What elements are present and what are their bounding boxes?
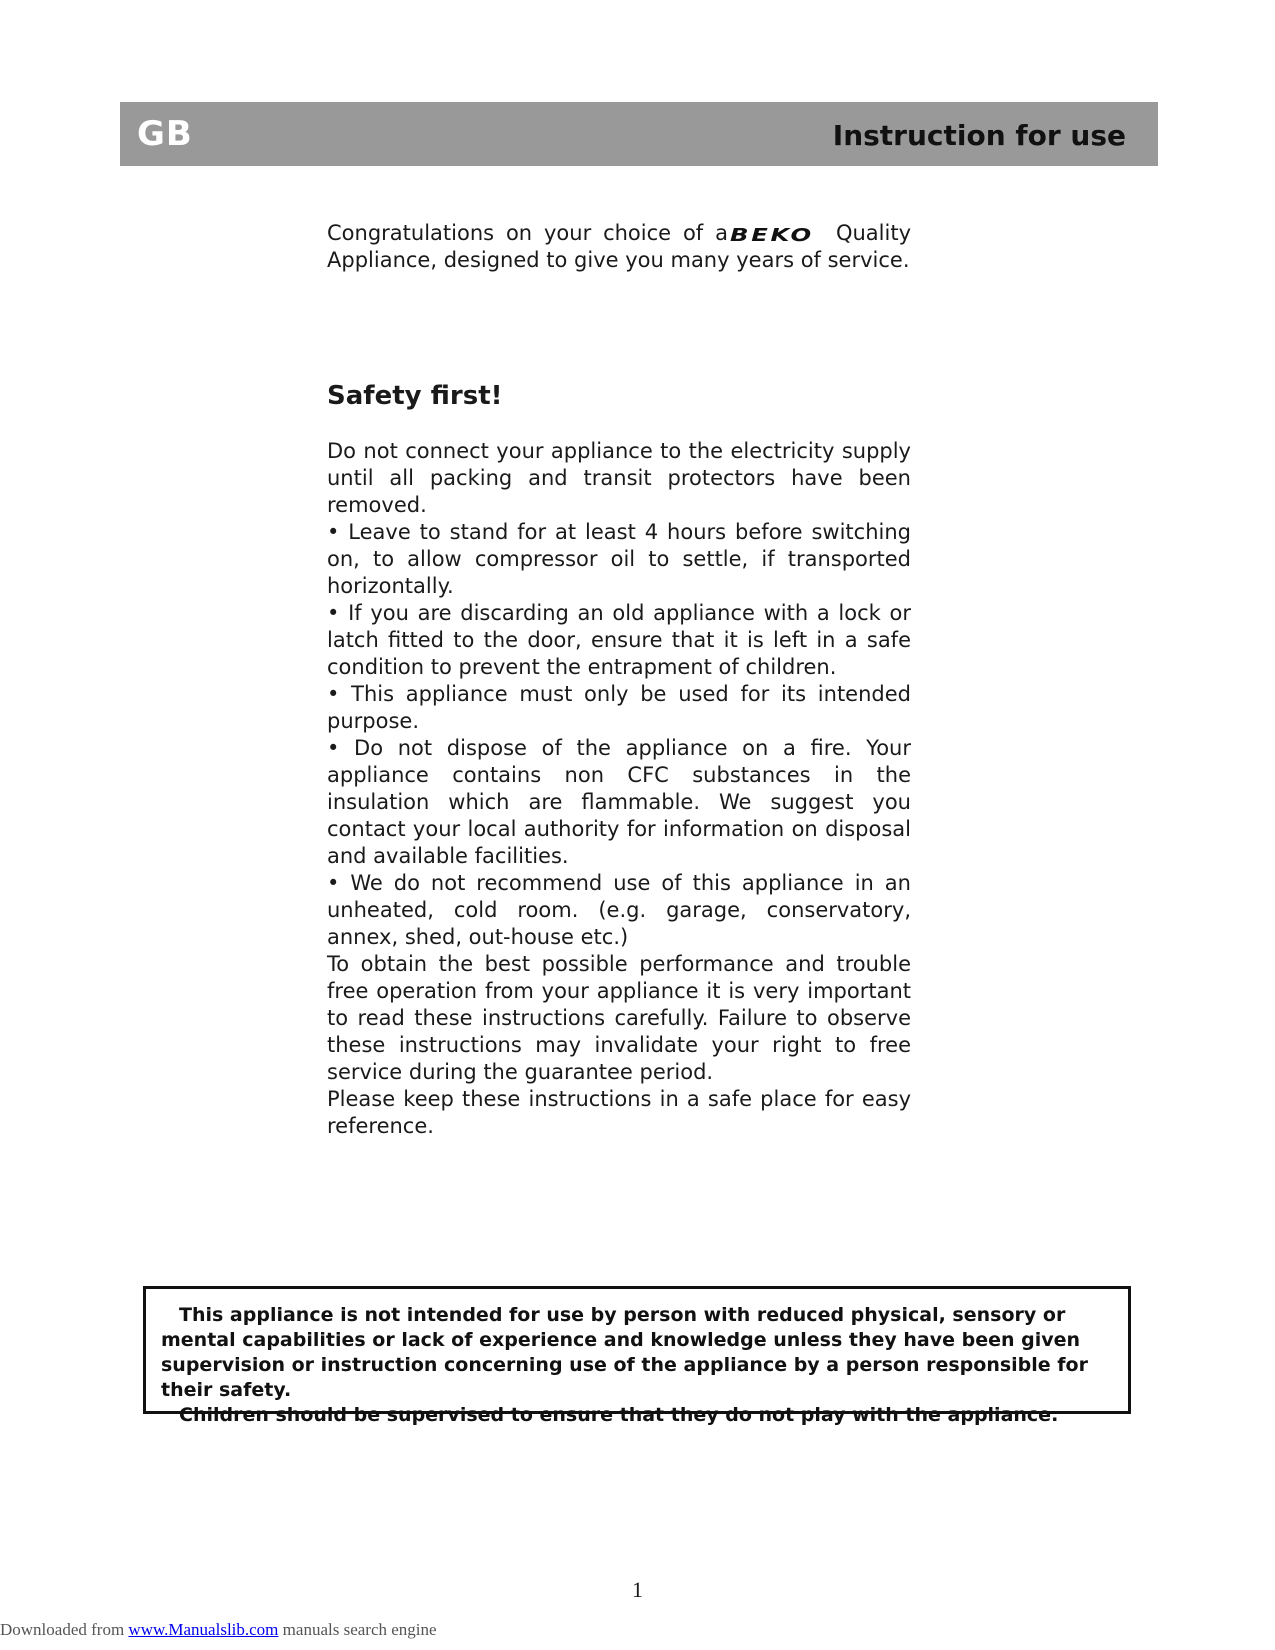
language-code: GB: [137, 114, 193, 154]
manualslib-link[interactable]: www.Manualslib.com: [128, 1620, 279, 1639]
footer-suffix: manuals search engine: [278, 1620, 437, 1639]
intro-text-start: Congratulations on your choice of a: [327, 221, 728, 245]
safety-bullet: • Leave to stand for at least 4 hours before switching on, to allow compressor oil to settle, if transported horizontally.: [327, 520, 911, 598]
safety-bullet: • If you are discarding an old appliance with a lock or latch fitted to the door, ensure that it is left in a safe condition to prevent the entrapment of children.: [327, 601, 911, 679]
intro-text-end: Quality Appliance, designed to give you many years of service.: [327, 221, 911, 272]
notice-text-children: Children should be supervised to ensure that they do not play with the appliance.: [179, 1404, 1059, 1426]
safety-paragraph: Do not connect your appliance to the electricity supply until all packing and transit protectors have been removed.: [327, 439, 911, 517]
footer-prefix: Downloaded from: [0, 1620, 129, 1639]
safety-heading: Safety first!: [327, 381, 503, 411]
header-bar: [120, 102, 1158, 166]
beko-logo: BEKO: [729, 225, 814, 246]
intro-paragraph: [327, 220, 911, 274]
safety-instructions: [327, 438, 911, 1140]
page-title: Instruction for use: [832, 119, 1126, 152]
notice-text: This appliance is not intended for use by person with reduced physical, sensory or mental capabilities or lack of experience and knowledge unless they have been given supervision or instruction concerning use of the appliance by a person responsible for their safety.: [161, 1304, 1088, 1401]
main-content: [327, 220, 911, 1140]
safety-bullet: • We do not recommend use of this appliance in an unheated, cold room. (e.g. garage, conservatory, annex, shed, out-house etc.): [327, 871, 911, 949]
safety-paragraph: Please keep these instructions in a safe place for easy reference.: [327, 1087, 911, 1138]
safety-bullet: • Do not dispose of the appliance on a fire. Your appliance contains non CFC substances in the insulation which are flammable. We suggest you contact your local authority for information on disposal and available facilities.: [327, 736, 911, 868]
download-footer: [0, 1620, 437, 1640]
safety-paragraph: To obtain the best possible performance and trouble free operation from your appliance it is very important to read these instructions carefully. Failure to observe these instructions may invalidate your right to free service during the guarantee period.: [327, 952, 911, 1084]
warning-notice-box: [143, 1286, 1131, 1426]
safety-bullet: • This appliance must only be used for its intended purpose.: [327, 682, 911, 733]
page-number: 1: [632, 1577, 643, 1602]
